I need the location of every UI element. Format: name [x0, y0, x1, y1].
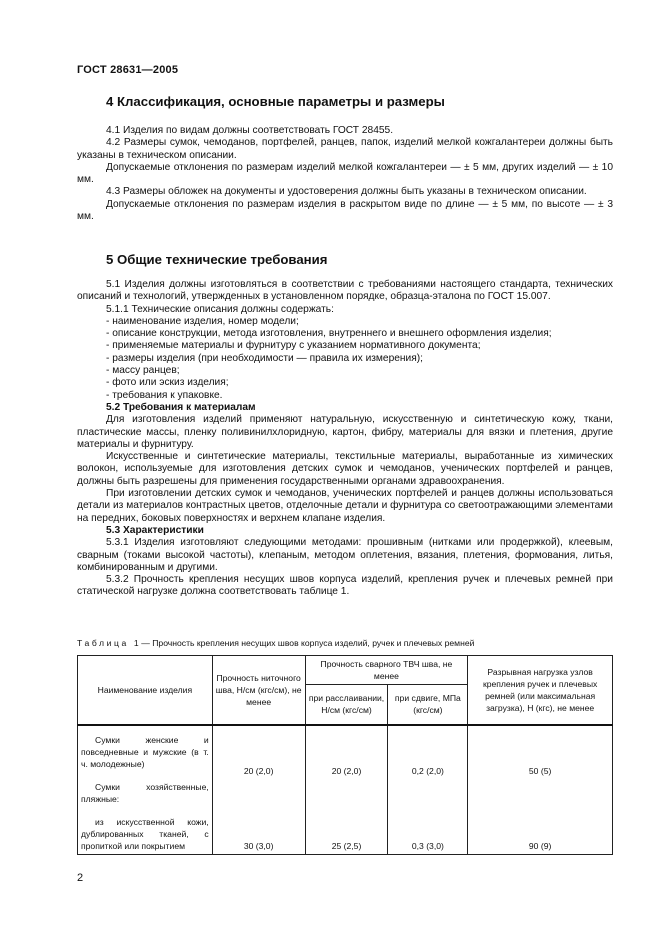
- header-name: Наименование изделия: [78, 656, 213, 725]
- paragraph-4-3-tolerance: Допускаемые отклонения по размерам изделия в раскрытом виде по длине — ± 5 мм, по высоте — ± 3 мм.: [77, 198, 613, 223]
- list-item: - наименование изделия, номер модели;: [106, 315, 299, 327]
- table-caption-text: — Прочность крепления несущих швов корпуса изделий, ручек и плечевых ремней: [141, 638, 475, 648]
- paragraph-4-2: 4.2 Размеры сумок, чемоданов, портфелей, ранцев, папок, изделий мелкой кожгалантереи должны быть указаны в техническом описании.: [77, 137, 613, 161]
- cell-shear: [388, 779, 468, 814]
- header-load: Разрывная нагрузка узлов крепления ручек и плечевых ремней (или максимальная загрузка), Н (кгс), не менее: [468, 656, 613, 725]
- cell-shear: 0,3 (3,0): [388, 814, 468, 855]
- section-4-title: 4 Классификация, основные параметры и размеры: [106, 94, 445, 109]
- header-shear: при сдвиге, МПа (кгс/см): [388, 685, 468, 725]
- cell-load: 90 (9): [468, 814, 613, 855]
- cell-shear: 0,2 (2,0): [388, 725, 468, 779]
- document-header: ГОСТ 28631—2005: [77, 64, 179, 76]
- cell-peel: 25 (2,5): [305, 814, 388, 855]
- table-row: [78, 725, 613, 779]
- paragraph-5-3-1: 5.3.1 Изделия изготовляют следующими методами: прошивным (нитками или продержкой), клеевым, сварным (токами высокой частоты), клепаным, методом оплетения, вязания, плетения, формования, литья, комбинированным и другими.: [77, 537, 613, 573]
- cell-name: Сумки женские и повседневные и мужские (в т. ч. молодежные): [81, 734, 209, 769]
- cell-load: 50 (5): [468, 725, 613, 779]
- paragraph-5-2-a: Для изготовления изделий применяют натуральную, искусственную и синтетическую кожу, ткани, пластические массы, пленку поливинилхлоридную, картон, фибру, материалы для вязки и плетения, другие материалы и фурнитуру.: [77, 414, 613, 450]
- paragraph-4-1: 4.1 Изделия по видам должны соответствовать ГОСТ 28455.: [106, 125, 394, 136]
- strength-table: [77, 655, 613, 855]
- cell-load: [468, 779, 613, 814]
- cell-thread: 20 (2,0): [212, 725, 305, 779]
- paragraph-4-2-tolerance: Допускаемые отклонения по размерам изделий мелкой кожгалантереи — ± 5 мм, других изделий — ± 10 мм.: [77, 161, 613, 186]
- subsection-5-3-title: 5.3 Характеристики: [106, 524, 204, 536]
- list-item: - описание конструкции, метода изготовления, внутреннего и внешнего оформления изделия;: [106, 328, 552, 340]
- list-item: - размеры изделия (при необходимости — правила их измерения);: [106, 352, 423, 364]
- section-4-body: [77, 125, 613, 223]
- section-5-body: [77, 279, 613, 599]
- cell-peel: 20 (2,0): [305, 725, 388, 779]
- list-item: - массу ранцев;: [106, 365, 180, 377]
- list-item: - фото или эскиз изделия;: [106, 377, 229, 389]
- paragraph-5-2-b: Искусственные и синтетические материалы, текстильные материалы, выработанные из химических волокон, используемые для изготовления детских сумок и чемоданов, ученических портфелей и ранцев, должны быть разрешены для применения государственными органами здравоохранения.: [77, 451, 613, 487]
- header-thread: Прочность ниточного шва, Н/см (кгс/см), не менее: [212, 656, 305, 725]
- paragraph-4-3: 4.3 Размеры обложек на документы и удостоверения должны быть указаны в техническом описании.: [106, 186, 587, 198]
- header-peel: при расслаивании, Н/см (кгс/см): [305, 685, 388, 725]
- list-item: - требования к упаковке.: [106, 389, 223, 401]
- section-5-title: 5 Общие технические требования: [106, 252, 328, 267]
- cell-name: из искусственной кожи, дублированных тканей, с пропиткой или покрытием: [81, 816, 209, 851]
- cell-name: Сумки хозяйственные, пляжные:: [81, 781, 209, 804]
- table-caption-label: Таблица 1: [77, 638, 142, 648]
- paragraph-5-1-1: 5.1.1 Технические описания должны содержать:: [106, 303, 334, 315]
- paragraph-5-3-2: 5.3.2 Прочность крепления несущих швов корпуса изделий, крепления ручек и плечевых ремней при статической нагрузке должна соответствовать таблице 1.: [77, 574, 613, 598]
- header-weld: Прочность сварного ТВЧ шва, не менее: [305, 656, 468, 685]
- paragraph-5-2-c: При изготовлении детских сумок и чемоданов, ученических портфелей и ранцев должны использоваться детали из материалов контрастных цветов, отделочные детали и фурнитура со светоотражающими элементами на передних, боковых поверхностях и верхнем клапане изделия.: [77, 488, 613, 524]
- page-number: 2: [77, 872, 84, 884]
- cell-thread: [212, 779, 305, 814]
- table-row: [78, 814, 613, 855]
- list-item: - применяемые материалы и фурнитуру с указанием нормативного документа;: [106, 340, 481, 352]
- cell-thread: 30 (3,0): [212, 814, 305, 855]
- table-caption: [77, 638, 613, 648]
- cell-peel: [305, 779, 388, 814]
- table-row: [78, 779, 613, 814]
- paragraph-5-1: 5.1 Изделия должны изготовляться в соответствии с требованиями настоящего стандарта, технических описаний и технологий, утвержденных в установленном порядке, образца-эталона по ГОСТ 15.007.: [77, 279, 613, 303]
- subsection-5-2-title: 5.2 Требования к материалам: [106, 401, 256, 413]
